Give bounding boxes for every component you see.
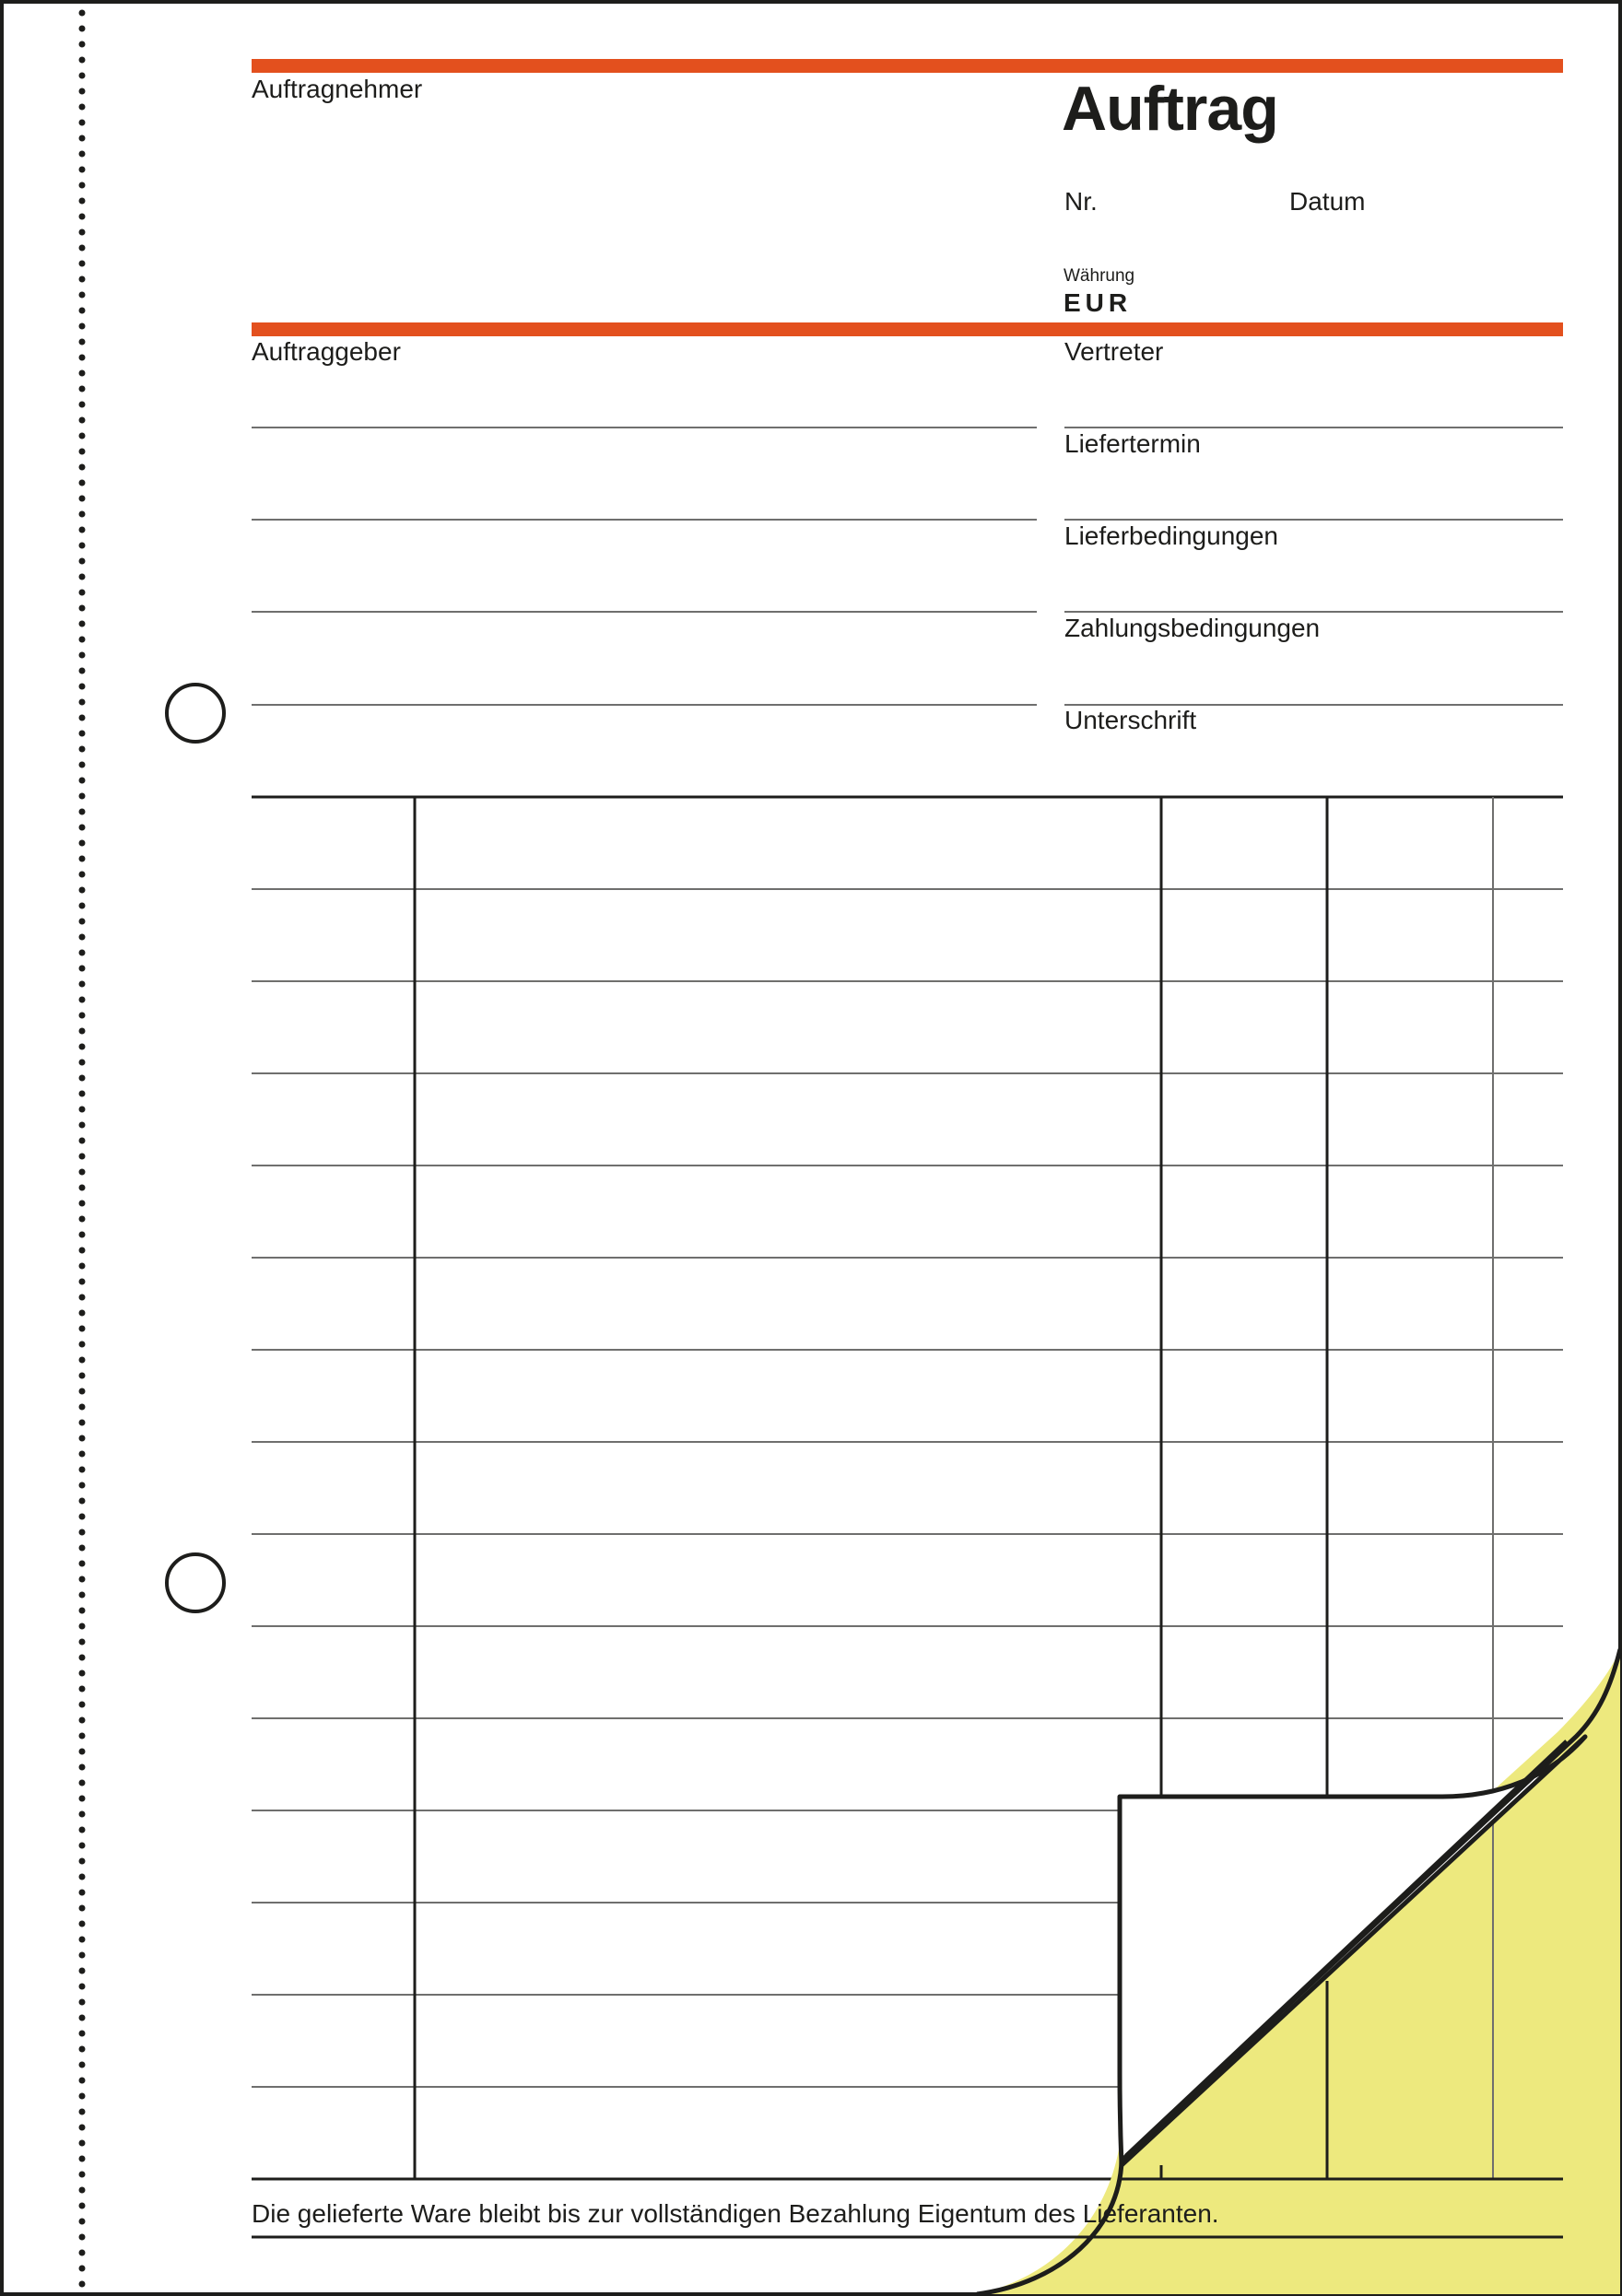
number-label: Nr.	[1064, 187, 1098, 216]
client-label: Auftraggeber	[252, 337, 401, 366]
currency-caption: Währung	[1064, 266, 1135, 286]
date-label: Datum	[1289, 187, 1366, 216]
header-stripe-middle	[252, 322, 1563, 336]
footer-note: Die gelieferte Ware bleibt bis zur vollständigen Bezahlung Eigentum des Lieferanten.	[252, 2199, 1219, 2228]
delivery-date-label: Liefertermin	[1064, 429, 1201, 458]
representative-label: Vertreter	[1064, 337, 1164, 366]
payment-terms-label: Zahlungsbedingungen	[1064, 614, 1321, 642]
signature-label: Unterschrift	[1064, 706, 1197, 734]
header-stripe-top	[252, 59, 1563, 73]
form-title: Auftrag	[1062, 74, 1278, 144]
contractor-label: Auftragnehmer	[252, 75, 423, 103]
currency-value: EUR	[1064, 288, 1133, 317]
delivery-terms-label: Lieferbedingungen	[1064, 521, 1278, 550]
